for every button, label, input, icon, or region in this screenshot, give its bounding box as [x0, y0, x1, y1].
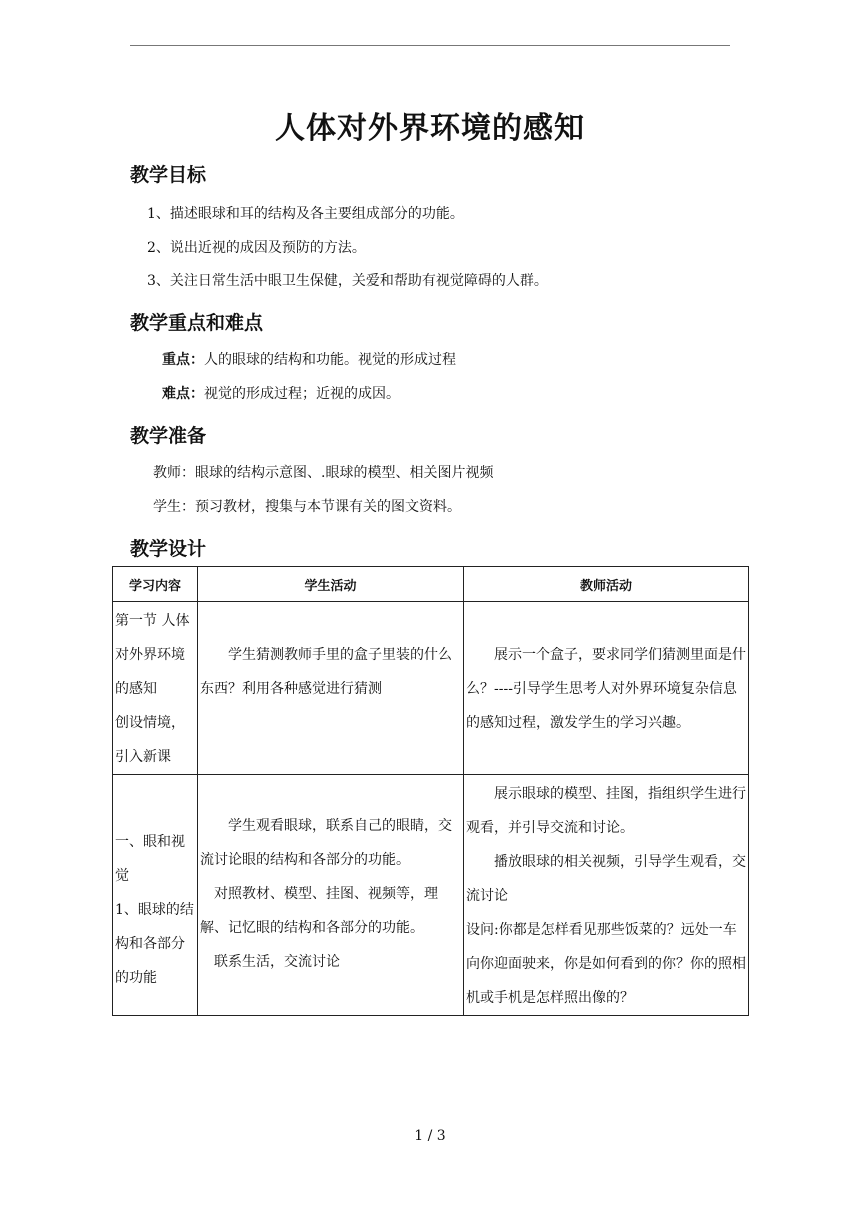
- header-rule: [130, 45, 730, 46]
- learning-content-cell: [113, 775, 198, 1016]
- student-activity-cell: [198, 775, 464, 1016]
- design-heading: 教学设计: [130, 538, 207, 560]
- key-points-heading: 教学重点和难点: [130, 312, 264, 334]
- document-title: 人体对外界环境的感知: [275, 111, 585, 146]
- teacher-activity-cell: [464, 775, 749, 1016]
- column-header-teacher: 教师活动: [464, 567, 749, 602]
- page-indicator: 1 / 3: [414, 1128, 446, 1144]
- student-activity-cell: [198, 602, 464, 775]
- objective-item: 1、描述眼球和耳的结构及各主要组成部分的功能。: [147, 206, 464, 222]
- student-preparation: 学生：预习教材，搜集与本节课有关的图文资料。: [153, 499, 461, 515]
- difficulty-text: 视觉的形成过程；近视的成因。: [204, 386, 400, 402]
- focus-label: 重点：: [162, 352, 204, 368]
- table-header-row: [113, 567, 749, 602]
- column-header-student: 学生活动: [198, 567, 464, 602]
- content-line: 创设情境，引入新课: [115, 715, 185, 765]
- teacher-activity-text: 播放眼球的相关视频，引导学生观看，交流讨论: [466, 854, 746, 904]
- content-line: 一、眼和视觉: [115, 834, 185, 884]
- focus-line: [162, 349, 456, 369]
- teacher-preparation: 教师：眼球的结构示意图、.眼球的模型、相关图片视频: [153, 465, 494, 481]
- objective-item: 2、说出近视的成因及预防的方法。: [147, 240, 366, 256]
- student-activity-text: 学生猜测教师手里的盒子里装的什么东西？利用各种感觉进行猜测: [200, 647, 452, 697]
- column-header-content: 学习内容: [113, 567, 198, 602]
- teacher-activity-cell: [464, 602, 749, 775]
- teacher-activity-text: 展示眼球的模型、挂图，指组织学生进行观看，并引导交流和讨论。: [466, 786, 746, 836]
- preparation-heading: 教学准备: [130, 425, 207, 447]
- difficulty-line: [162, 383, 400, 403]
- teacher-activity-text: 设问:你都是怎样看见那些饭菜的？远处一车向你迎面驶来，你是如何看到的你？你的照相机或手机是怎样照出像的？: [466, 922, 746, 1006]
- student-activity-text: 联系生活，交流讨论: [200, 954, 340, 970]
- student-activity-text: 对照教材、模型、挂图、视频等，理解、记忆眼的结构和各部分的功能。: [200, 886, 438, 936]
- content-line: 1、眼球的结构和各部分的功能: [115, 902, 194, 986]
- table-row: [113, 602, 749, 775]
- table-row: [113, 775, 749, 1016]
- objective-item: 3、关注日常生活中眼卫生保健，关爱和帮助有视觉障碍的人群。: [147, 273, 548, 289]
- content-line: 第一节 人体对外界环境的感知: [115, 613, 190, 697]
- difficulty-label: 难点：: [162, 386, 204, 402]
- focus-text: 人的眼球的结构和功能。视觉的形成过程: [204, 352, 456, 368]
- teaching-design-table: [112, 566, 749, 1016]
- learning-content-cell: [113, 602, 198, 775]
- student-activity-text: 学生观看眼球，联系自己的眼睛，交流讨论眼的结构和各部分的功能。: [200, 818, 452, 868]
- teacher-activity-text: 展示一个盒子，要求同学们猜测里面是什么？----引导学生思考人对外界环境复杂信息的感知过程，激发学生的学习兴趣。: [466, 647, 746, 731]
- objectives-heading: 教学目标: [130, 164, 207, 186]
